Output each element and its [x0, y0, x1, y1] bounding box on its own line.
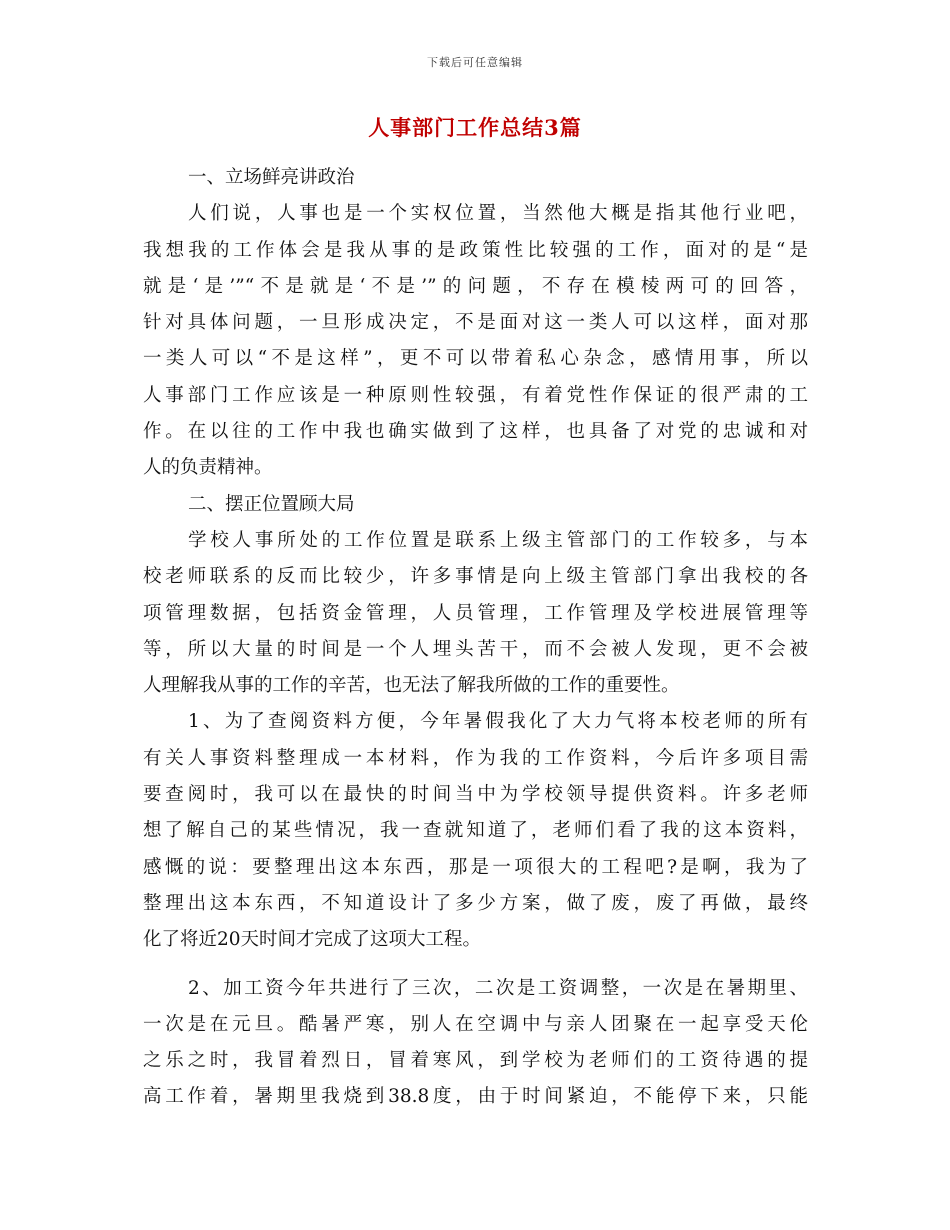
paragraph-line: 有关人事资料整理成一本材料，作为我的工作资料，今后许多项目需 — [143, 747, 808, 769]
paragraph-line: 人理解我从事的工作的辛苦，也无法了解我所做的工作的重要性。 — [143, 675, 680, 697]
paragraph-line: 要查阅时，我可以在最快的时间当中为学校领导提供资料。许多老师 — [143, 784, 808, 806]
paragraph-line: 2、加工资今年共进行了三次，二次是工资调整，一次是在暑期里、 — [188, 977, 808, 999]
paragraph-line: 人事部门工作应该是一种原则性较强，有着党性作保证的很严肃的工 — [143, 384, 808, 406]
paragraph-line: 就是‘是’”“不是就是‘不是’”的问题，不存在模棱两可的回答， — [143, 275, 808, 297]
paragraph-line: 一次是在元旦。酷暑严寒，别人在空调中与亲人团聚在一起享受天伦 — [143, 1013, 808, 1035]
paragraph-line: 我想我的工作体会是我从事的是政策性比较强的工作，面对的是“是 — [143, 239, 808, 261]
document-title: 人事部门工作总结3篇 — [368, 115, 582, 140]
paragraph-line: 高工作着，暑期里我烧到38.8度，由于时间紧迫，不能停下来，只能 — [143, 1086, 808, 1108]
paragraph-line: 学校人事所处的工作位置是联系上级主管部门的工作较多，与本 — [188, 529, 808, 551]
paragraph-line: 想了解自己的某些情况，我一查就知道了，老师们看了我的这本资料， — [143, 820, 808, 842]
section-heading: 二、摆正位置顾大局 — [188, 493, 355, 515]
document-body — [143, 160, 808, 1116]
paragraph-line: 化了将近20天时间才完成了这项大工程。 — [143, 929, 482, 951]
paragraph-line: 作。在以往的工作中我也确实做到了这样，也具备了对党的忠诚和对 — [143, 421, 808, 443]
paragraph-line: 1、为了查阅资料方便，今年暑假我化了大力气将本校老师的所有 — [188, 711, 808, 733]
paragraph-line: 校老师联系的反而比较少，许多事情是向上级主管部门拿出我校的各 — [143, 566, 808, 588]
header-note: 下载后可任意编辑 — [427, 56, 523, 69]
paragraph-line: 项管理数据，包括资金管理，人员管理，工作管理及学校进展管理等 — [143, 602, 808, 624]
paragraph-line: 感慨的说：要整理出这本东西，那是一项很大的工程吧?是啊，我为了 — [143, 856, 808, 878]
paragraph-line: 针对具体问题，一旦形成决定，不是面对这一类人可以这样，面对那 — [143, 312, 808, 334]
paragraph-line: 一类人可以“不是这样”，更不可以带着私心杂念，感情用事，所以 — [143, 348, 808, 370]
section-heading: 一、立场鲜亮讲政治 — [188, 167, 355, 188]
paragraph-line: 人的负责精神。 — [143, 457, 273, 479]
paragraph-gap — [143, 959, 808, 971]
paragraph-line: 之乐之时，我冒着烈日，冒着寒风，到学校为老师们的工资待遇的提 — [143, 1050, 808, 1072]
paragraph-line: 人们说，人事也是一个实权位置，当然他大概是指其他行业吧， — [188, 203, 808, 225]
paragraph-line: 整理出这本东西，不知道设计了多少方案，做了废，废了再做，最终 — [143, 892, 808, 914]
paragraph-line: 等，所以大量的时间是一个人埋头苦干，而不会被人发现，更不会被 — [143, 638, 808, 660]
